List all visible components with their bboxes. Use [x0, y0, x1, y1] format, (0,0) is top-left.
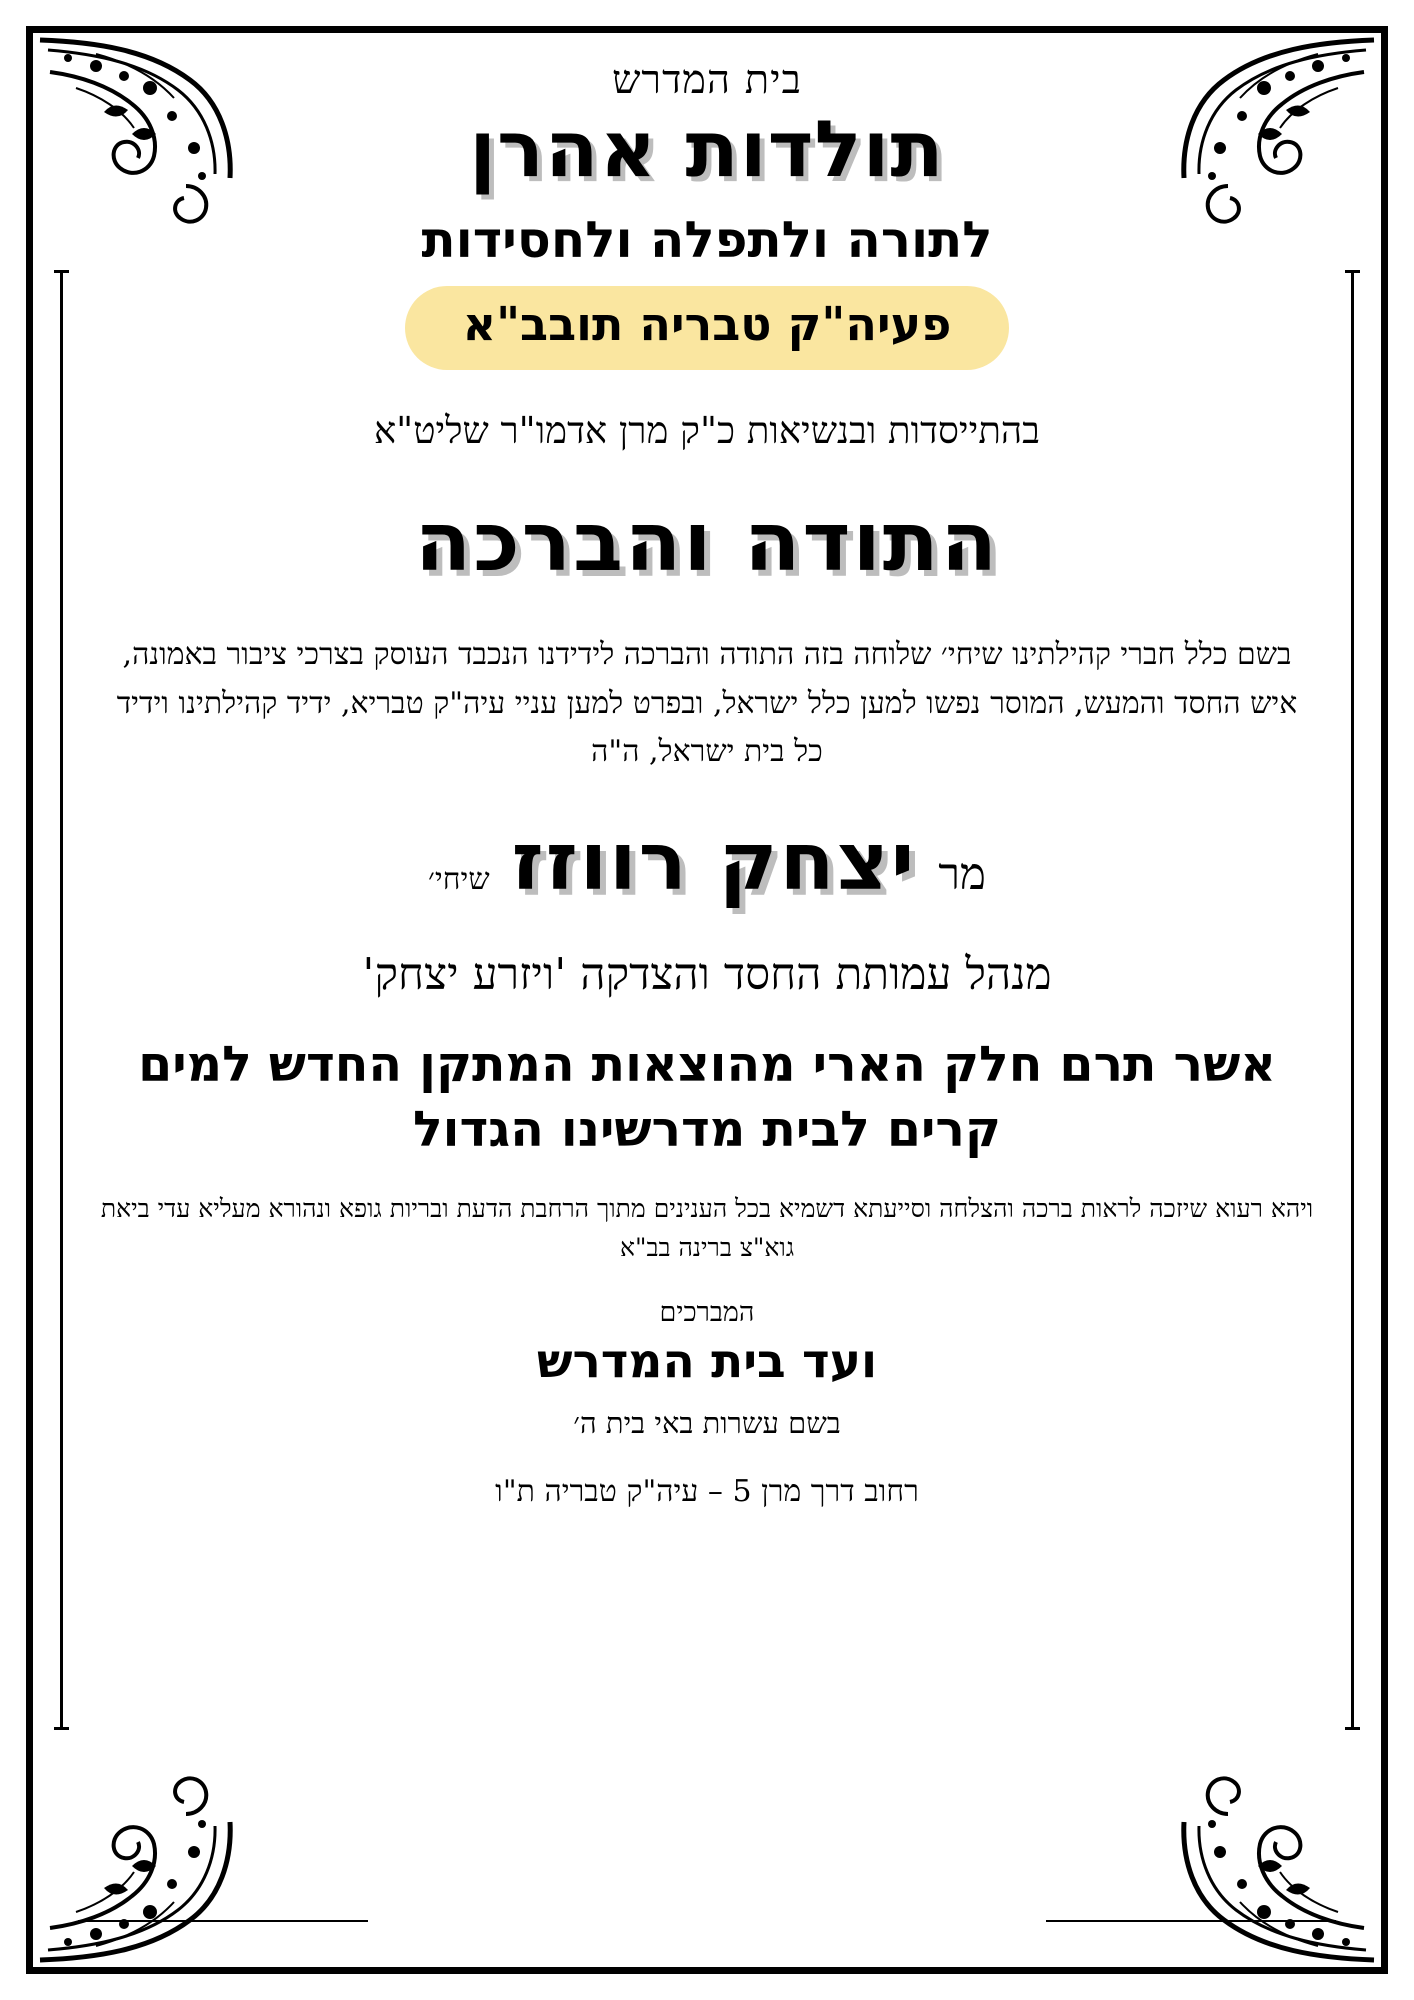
founders-line: בהתייסדות ובנשיאות כ"ק מרן אדמו"ר שליט"א [373, 408, 1041, 452]
honoree-prefix: מר [938, 848, 987, 900]
page-title: התודה והברכה [414, 495, 1000, 591]
honoree-block [52, 815, 1362, 908]
signature-subtitle: בשם עשרות באי בית ה׳ [573, 1405, 841, 1440]
signature-label: המברכים [659, 1296, 755, 1328]
honoree-suffix: שיחי׳ [428, 861, 490, 897]
address-line: רחוב דרך מרן 5 – עיה"ק טבריה ת"ו [495, 1474, 919, 1510]
institution-purpose: לתורה ולתפלה ולחסידות [421, 211, 993, 270]
location-badge: פעיה"ק טבריה תובב"א [405, 286, 1010, 370]
body-paragraph: בשם כלל חברי קהילתינו שיחי׳ שלוחה בזה התודה והברכה לידידנו הנכבד העוסק בצרכי ציבור באמונה, איש החסד והמעש, המוסר נפשו למען כלל ישראל, ובפרט למען עניי עיה"ק טבריא, ידיד קהילתינו וידיד כל בית ישראל, ה"ה [116, 636, 1298, 770]
institution-name: תולדות אהרן [469, 104, 945, 195]
donation-text: אשר תרם חלק הארי מהוצאות המתקן החדש למים קרים לבית מדרשינו הגדול [138, 1035, 1276, 1158]
signature-name: ועד בית המדרש [536, 1334, 878, 1390]
institution-prefix: בית המדרש [612, 57, 802, 103]
honoree-name: יצחק רווזז [511, 814, 917, 908]
blessing-text: ויהא רעוא שיזכה לראות ברכה והצלחה וסייעתא דשמיא בכל הענינים מתוך הרחבת הדעת ובריות גופא ונהורא מעליא עדי ביאת גוא"צ ברינה בב"א [100, 1194, 1314, 1263]
poster-content [52, 48, 1362, 1952]
honoree-role: מנהל עמותת החסד והצדקה 'ויזרע יצחק' [362, 948, 1052, 1000]
location-pill-wrap [52, 286, 1362, 370]
